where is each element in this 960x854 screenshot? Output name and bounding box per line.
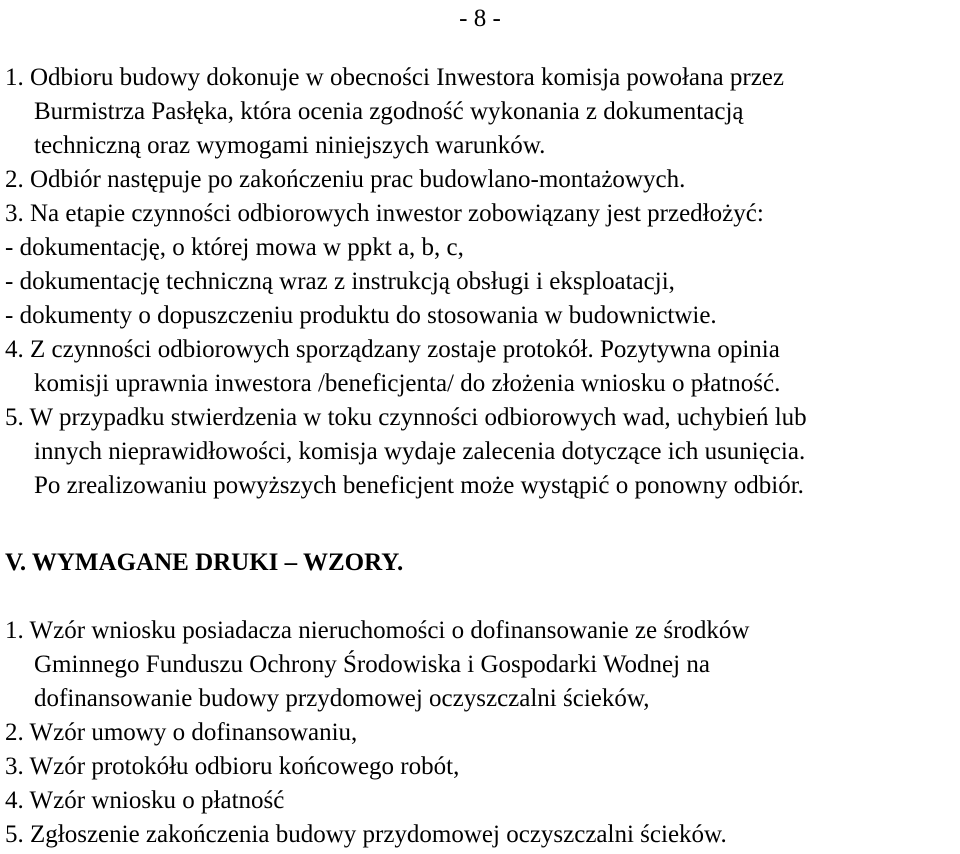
item-5-line-3: Po zrealizowaniu powyższych beneficjent może wystąpić o ponowny odbiór. [34, 472, 804, 499]
item-1-line-1: 1. Odbioru budowy dokonuje w obecności Inwestora komisja powołana przez [5, 64, 784, 91]
form-1-line-2: Gminnego Funduszu Ochrony Środowiska i Gospodarki Wodnej na [34, 651, 710, 678]
acceptance-procedure-list [5, 61, 960, 503]
item-3-bullet-3: - dokumenty o dopuszczeniu produktu do stosowania w budownictwie. [5, 302, 717, 329]
form-5: 5. Zgłoszenie zakończenia budowy przydomowej oczyszczalni ścieków. [5, 821, 727, 848]
item-3-bullet-2: - dokumentację techniczną wraz z instrukcją obsługi i eksploatacji, [5, 268, 675, 295]
form-1-line-3: dofinansowanie budowy przydomowej oczyszczalni ścieków, [34, 685, 650, 712]
required-forms-list [5, 614, 960, 852]
item-1-line-2: Burmistrza Pasłęka, która ocenia zgodność wykonania z dokumentacją [34, 98, 744, 125]
item-3-line-1: 3. Na etapie czynności odbiorowych inwestor zobowiązany jest przedłożyć: [5, 200, 764, 227]
page-number: - 8 - [459, 5, 501, 32]
item-4-line-2: komisji uprawnia inwestora /beneficjenta/ do złożenia wniosku o płatność. [34, 370, 781, 397]
item-4-line-1: 4. Z czynności odbiorowych sporządzany zostaje protokół. Pozytywna opinia [5, 336, 780, 363]
section-v-heading: V. WYMAGANE DRUKI – WZORY. [5, 549, 404, 576]
item-5-line-1: 5. W przypadku stwierdzenia w toku czynności odbiorowych wad, uchybień lub [5, 404, 807, 431]
form-4: 4. Wzór wniosku o płatność [5, 787, 285, 814]
form-1-line-1: 1. Wzór wniosku posiadacza nieruchomości o dofinansowanie ze środków [5, 617, 750, 644]
item-2-line-1: 2. Odbiór następuje po zakończeniu prac budowlano-montażowych. [5, 166, 686, 193]
item-1-line-3: techniczną oraz wymogami niniejszych warunków. [34, 132, 546, 159]
form-2: 2. Wzór umowy o dofinansowaniu, [5, 719, 358, 746]
form-3: 3. Wzór protokółu odbioru końcowego robót, [5, 753, 460, 780]
item-5-line-2: innych nieprawidłowości, komisja wydaje zalecenia dotyczące ich usunięcia. [34, 438, 806, 465]
item-3-bullet-1: - dokumentację, o której mowa w ppkt a, b, c, [5, 234, 464, 261]
